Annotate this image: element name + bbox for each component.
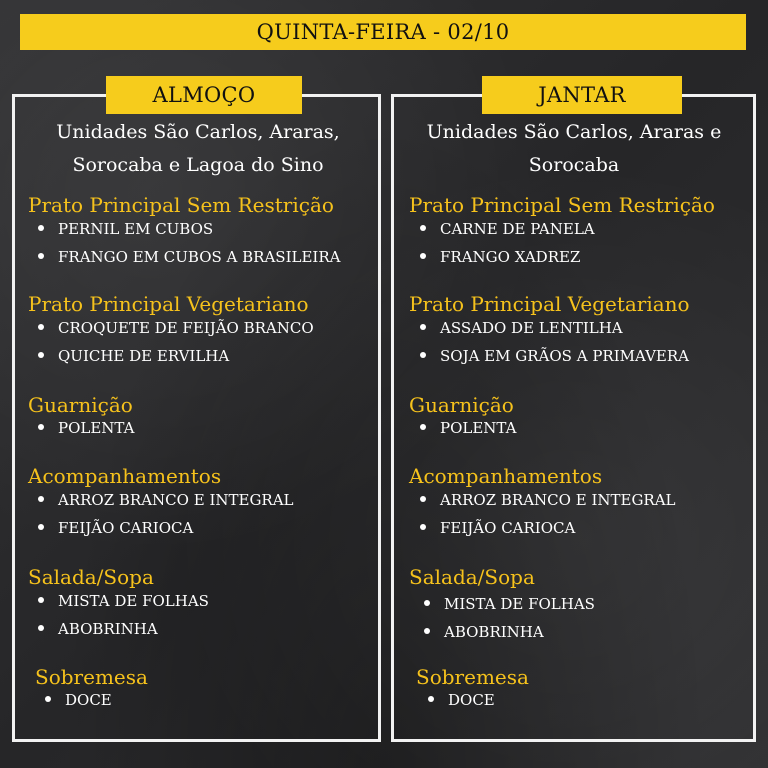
lunch-menu-item (38, 220, 213, 238)
lunch-category-title: Sobremesa (35, 665, 148, 689)
item-text: POLENTA (440, 419, 517, 437)
item-text: ASSADO DE LENTILHA (440, 319, 623, 337)
dinner-menu-item (424, 623, 544, 641)
item-text: ABOBRINHA (58, 620, 158, 638)
dinner-menu-item (428, 691, 495, 709)
bullet-icon (420, 496, 426, 502)
bullet-icon (38, 424, 44, 430)
dinner-menu-item (424, 595, 595, 613)
item-text: PERNIL EM CUBOS (58, 220, 214, 238)
item-text: MISTA DE FOLHAS (444, 595, 595, 613)
bullet-icon (38, 253, 44, 259)
dinner-category-title: Prato Principal Sem Restrição (409, 193, 715, 217)
item-text: CARNE DE PANELA (440, 220, 595, 238)
lunch-menu-item (38, 248, 340, 266)
bullet-icon (424, 600, 430, 606)
lunch-menu-item (38, 620, 158, 638)
lunch-menu-item (38, 319, 314, 337)
bullet-icon (420, 352, 426, 358)
item-text: ARROZ BRANCO E INTEGRAL (58, 491, 294, 509)
item-text: POLENTA (58, 419, 135, 437)
dinner-menu-item (420, 347, 689, 365)
lunch-menu-item (38, 491, 294, 509)
item-text: FRANGO XADREZ (440, 248, 581, 266)
lunch-menu-item (45, 691, 112, 709)
dinner-category-title: Guarnição (409, 393, 514, 417)
dinner-category-title: Prato Principal Vegetariano (409, 292, 690, 316)
dinner-menu-item (420, 220, 595, 238)
bullet-icon (38, 324, 44, 330)
bullet-icon (38, 352, 44, 358)
lunch-units (22, 116, 374, 182)
bullet-icon (38, 597, 44, 603)
lunch-menu-item (38, 519, 193, 537)
dinner-label: JANTAR (538, 83, 626, 107)
lunch-menu-item (38, 419, 134, 437)
dinner-category-title: Acompanhamentos (409, 464, 603, 488)
item-text: ABOBRINHA (444, 623, 544, 641)
bullet-icon (420, 253, 426, 259)
item-text: QUICHE DE ERVILHA (58, 347, 230, 365)
dinner-category-title: Salada/Sopa (409, 565, 535, 589)
lunch-category-title: Guarnição (28, 393, 133, 417)
lunch-category-title: Prato Principal Sem Restrição (28, 193, 334, 217)
dinner-category-title: Sobremesa (416, 665, 529, 689)
bullet-icon (38, 225, 44, 231)
bullet-icon (45, 696, 51, 702)
bullet-icon (420, 424, 426, 430)
dinner-menu-item (420, 491, 676, 509)
dinner-units-line: Sorocaba (528, 154, 620, 176)
dinner-units-line: Unidades São Carlos, Araras e (426, 121, 722, 143)
bullet-icon (424, 628, 430, 634)
bullet-icon (428, 696, 434, 702)
dinner-tag (482, 76, 682, 114)
dinner-menu-item (420, 419, 516, 437)
bullet-icon (38, 524, 44, 530)
bullet-icon (38, 625, 44, 631)
item-text: FEIJÃO CARIOCA (58, 519, 194, 537)
dinner-menu-item (420, 319, 623, 337)
lunch-menu-item (38, 347, 229, 365)
dinner-menu-item (420, 519, 575, 537)
item-text: DOCE (65, 691, 112, 709)
dinner-units (398, 116, 750, 182)
lunch-units-line: Sorocaba e Lagoa do Sino (72, 154, 324, 176)
lunch-tag (106, 76, 302, 114)
item-text: MISTA DE FOLHAS (58, 592, 209, 610)
lunch-category-title: Prato Principal Vegetariano (28, 292, 309, 316)
item-text: ARROZ BRANCO E INTEGRAL (440, 491, 676, 509)
bullet-icon (420, 225, 426, 231)
item-text: FEIJÃO CARIOCA (440, 519, 576, 537)
item-text: FRANGO EM CUBOS A BRASILEIRA (58, 248, 341, 266)
bullet-icon (420, 524, 426, 530)
lunch-category-title: Acompanhamentos (28, 464, 222, 488)
lunch-panel (12, 94, 381, 742)
lunch-menu-item (38, 592, 209, 610)
item-text: SOJA EM GRÃOS A PRIMAVERA (440, 347, 689, 365)
item-text: DOCE (448, 691, 495, 709)
lunch-label: ALMOÇO (152, 83, 256, 107)
dinner-menu-item (420, 248, 580, 266)
date-banner (20, 14, 746, 50)
date-title: QUINTA-FEIRA - 02/10 (256, 20, 510, 44)
lunch-units-line: Unidades São Carlos, Araras, (56, 121, 340, 143)
lunch-category-title: Salada/Sopa (28, 565, 154, 589)
bullet-icon (420, 324, 426, 330)
bullet-icon (38, 496, 44, 502)
item-text: CROQUETE DE FEIJÃO BRANCO (58, 319, 314, 337)
dinner-panel (391, 94, 756, 742)
